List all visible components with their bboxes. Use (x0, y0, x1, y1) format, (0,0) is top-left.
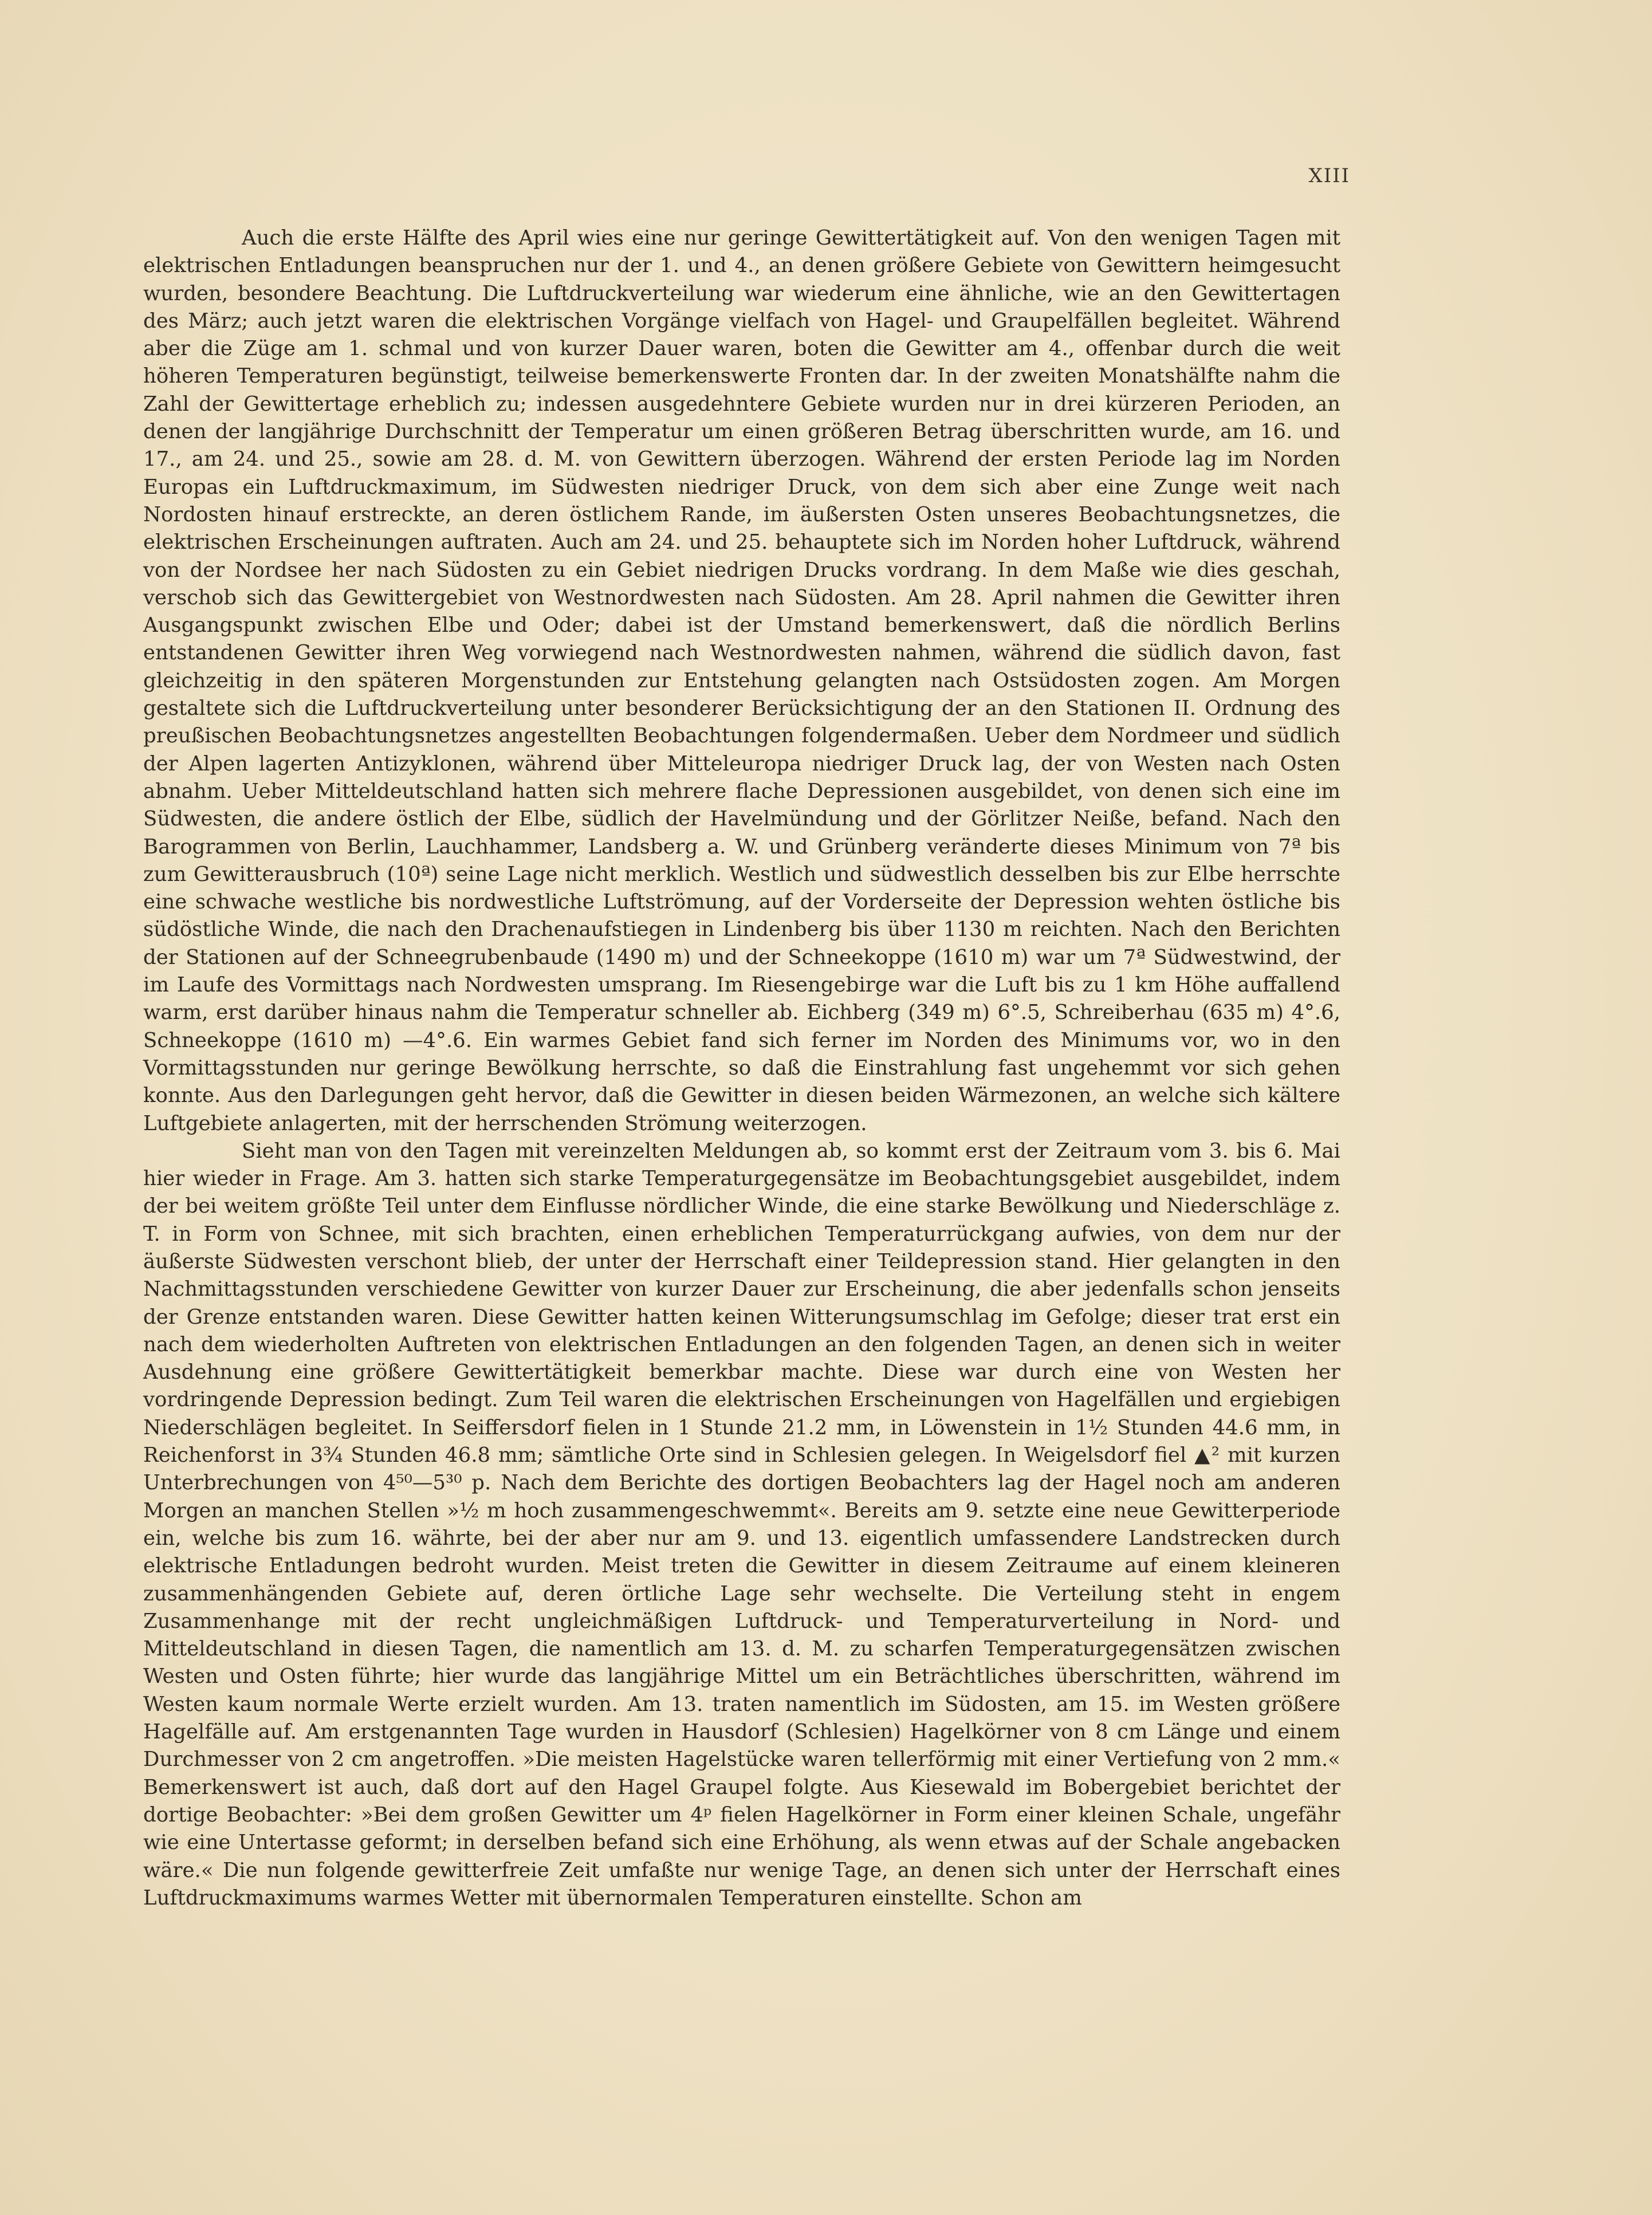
document-body (143, 225, 1340, 1912)
paragraph: Auch die erste Hälfte des April wies eine nur geringe Gewittertätigkeit auf. Von den wenigen Tagen mit elektrischen Entladungen beanspruchen nur der 1. und 4., an denen größere Gebiete von Gewittern heimgesucht wurden, besondere Beachtung. Die Luftdruckverteilung war wiederum eine ähnliche, wie an den Gewittertagen des März; auch jetzt waren die elektrischen Vorgänge vielfach von Hagel- und Graupelfällen begleitet. Während aber die Züge am 1. schmal und von kurzer Dauer waren, boten die Gewitter am 4., offenbar durch die weit höheren Temperaturen begünstigt, teilweise bemerkenswerte Fronten dar. In der zweiten Monatshälfte nahm die Zahl der Gewittertage erheblich zu; indessen ausgedehntere Gebiete wurden nur in drei kürzeren Perioden, an denen der langjährige Durchschnitt der Temperatur um einen größeren Betrag überschritten wurde, am 16. und 17., am 24. und 25., sowie am 28. d. M. von Gewittern überzogen. Während der ersten Periode lag im Norden Europas ein Luftdruckmaximum, im Südwesten niedriger Druck, von dem sich aber eine Zunge weit nach Nordosten hinauf erstreckte, an deren östlichem Rande, im äußersten Osten unseres Beobachtungsnetzes, die elektrischen Erscheinungen auftraten. Auch am 24. und 25. behauptete sich im Norden hoher Luftdruck, während von der Nordsee her nach Südosten zu ein Gebiet niedrigen Drucks vordrang. In dem Maße wie dies geschah, verschob sich das Gewittergebiet von Westnordwesten nach Südosten. Am 28. April nahmen die Gewitter ihren Ausgangspunkt zwischen Elbe und Oder; dabei ist der Umstand bemerkenswert, daß die nördlich Berlins entstandenen Gewitter ihren Weg vorwiegend nach Westnordwesten nahmen, während die südlich davon, fast gleichzeitig in den späteren Morgenstunden zur Entstehung gelangten nach Ostsüdosten zogen. Am Morgen gestaltete sich die Luftdruckverteilung unter besonderer Berücksichtigung der an den Stationen II. Ordnung des preußischen Beobachtungsnetzes angestellten Beobachtungen folgendermaßen. Ueber dem Nordmeer und südlich der Alpen lagerten Antizyklonen, während über Mitteleuropa niedriger Druck lag, der von Westen nach Osten abnahm. Ueber Mitteldeutschland hatten sich mehrere flache Depressionen ausgebildet, von denen sich eine im Südwesten, die andere östlich der Elbe, südlich der Havelmündung und der Görlitzer Neiße, befand. Nach den Barogrammen von Berlin, Lauchhammer, Landsberg a. W. und Grünberg veränderte dieses Minimum von 7ª bis zum Gewitterausbruch (10ª) seine Lage nicht merklich. Westlich und südwestlich desselben bis zur Elbe herrschte eine schwache westliche bis nordwestliche Luftströmung, auf der Vorderseite der Depression wehten östliche bis südöstliche Winde, die nach den Drachenaufstiegen in Lindenberg bis über 1130 m reichten. Nach den Berichten der Stationen auf der Schneegrubenbaude (1490 m) und der Schneekoppe (1610 m) war um 7ª Südwestwind, der im Laufe des Vormittags nach Nordwesten umsprang. Im Riesengebirge war die Luft bis zu 1 km Höhe auffallend warm, erst darüber hinaus nahm die Temperatur schneller ab. Eichberg (349 m) 6°.5, Schreiberhau (635 m) 4°.6, Schneekoppe (1610 m) —4°.6. Ein warmes Gebiet fand sich ferner im Norden des Minimums vor, wo in den Vormittagsstunden nur geringe Bewölkung herrschte, so daß die Einstrahlung fast ungehemmt vor sich gehen konnte. Aus den Darlegungen geht hervor, daß die Gewitter in diesen beiden Wärmezonen, an welche sich kältere Luftgebiete anlagerten, mit der herrschenden Strömung weiterzogen. (143, 226, 1340, 1135)
paragraph: Sieht man von den Tagen mit vereinzelten Meldungen ab, so kommt erst der Zeitraum vom 3. bis 6. Mai hier wieder in Frage. Am 3. hatten sich starke Temperaturgegensätze im Beobachtungsgebiet ausgebildet, indem der bei weitem größte Teil unter dem Einflusse nördlicher Winde, die eine starke Bewölkung und Niederschläge z. T. in Form von Schnee, mit sich brachten, einen erheblichen Temperaturrückgang aufwies, von dem nur der äußerste Südwesten verschont blieb, der unter der Herrschaft einer Teildepression stand. Hier gelangten in den Nachmittagsstunden verschiedene Gewitter von kurzer Dauer zur Erscheinung, die aber jedenfalls schon jenseits der Grenze entstanden waren. Diese Gewitter hatten keinen Witterungsumschlag im Gefolge; dieser trat erst ein nach dem wiederholten Auftreten von elektrischen Entladungen an den folgenden Tagen, an denen sich in weiter Ausdehnung eine größere Gewittertätigkeit bemerkbar machte. Diese war durch eine von Westen her vordringende Depression bedingt. Zum Teil waren die elektrischen Erscheinungen von Hagelfällen und ergiebigen Niederschlägen begleitet. In Seiffersdorf fielen in 1 Stunde 21.2 mm, in Löwenstein in 1½ Stunden 44.6 mm, in Reichenforst in 3¾ Stunden 46.8 mm; sämtliche Orte sind in Schlesien gelegen. In Weigelsdorf fiel ▲² mit kurzen Unterbrechungen von 4⁵⁰—5³⁰ p. Nach dem Berichte des dortigen Beobachters lag der Hagel noch am anderen Morgen an manchen Stellen »½ m hoch zusammengeschwemmt«. Bereits am 9. setzte eine neue Gewitterperiode ein, welche bis zum 16. währte, bei der aber nur am 9. und 13. eigentlich umfassendere Landstrecken durch elektrische Entladungen bedroht wurden. Meist treten die Gewitter in diesem Zeitraume auf einem kleineren zusammenhängenden Gebiete auf, deren örtliche Lage sehr wechselte. Die Verteilung steht in engem Zusammenhange mit der recht ungleichmäßigen Luftdruck- und Temperaturverteilung in Nord- und Mitteldeutschland in diesen Tagen, die namentlich am 13. d. M. zu scharfen Temperaturgegensätzen zwischen Westen und Osten führte; hier wurde das langjährige Mittel um ein Beträchtliches überschritten, während im Westen kaum normale Werte erzielt wurden. Am 13. traten namentlich im Südosten, am 15. im Westen größere Hagelfälle auf. Am erstgenannten Tage wurden in Hausdorf (Schlesien) Hagelkörner von 8 cm Länge und einem Durchmesser von 2 cm angetroffen. »Die meisten Hagelstücke waren tellerförmig mit einer Vertiefung von 2 mm.« Bemerkenswert ist auch, daß dort auf den Hagel Graupel folgte. Aus Kiesewald im Bobergebiet berichtet der dortige Beobachter: »Bei dem großen Gewitter um 4ᵖ fielen Hagelkörner in Form einer kleinen Schale, ungefähr wie eine Untertasse geformt; in derselben befand sich eine Erhöhung, als wenn etwas auf der Schale angebacken wäre.« Die nun folgende gewitterfreie Zeit umfaßte nur wenige Tage, an denen sich unter der Herrschaft eines Luftdruckmaximums warmes Wetter mit übernormalen Temperaturen einstellte. Schon am (143, 1139, 1340, 1910)
page-number: XIII (1308, 164, 1350, 187)
